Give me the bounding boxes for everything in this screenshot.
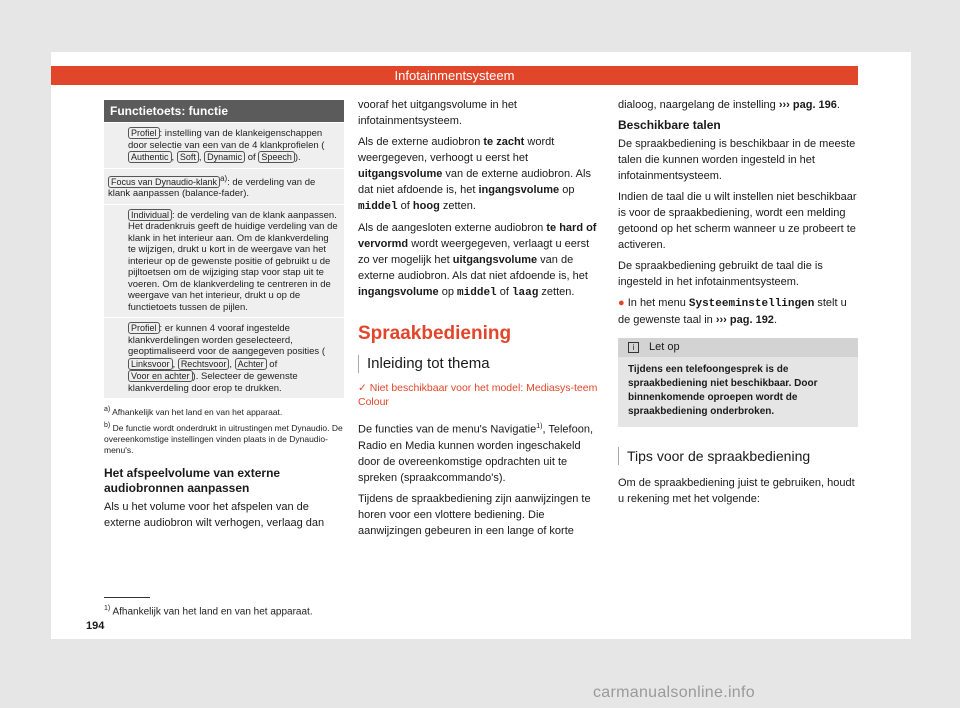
key-label: Individual <box>128 209 172 221</box>
key-label: Voor en achter <box>128 370 193 382</box>
note-box <box>618 338 858 427</box>
bullet-paragraph: ● In het menu Systeeminstellingen stelt u de gewenste taal in ››› pag. 192. <box>618 297 847 326</box>
column-3 <box>618 97 858 512</box>
paragraph: Om de spraakbediening juist te gebruiken, houdt u rekening met het volgende: <box>618 477 855 505</box>
key-label: Achter <box>235 358 267 370</box>
menu-name: Systeeminstellingen <box>688 298 815 310</box>
paragraph: De spraakbediening gebruikt de taal die is ingesteld in het infotainmentsysteem. <box>618 260 823 288</box>
key-label: Dynamic <box>204 151 245 163</box>
page-footnote: $^{1)}$ Afhankelijk van het land en van het apparaat. <box>104 605 313 618</box>
key-label: Linksvoor <box>128 358 173 370</box>
page-reference: ››› pag. 192 <box>715 314 774 326</box>
availability-note: ✓ Niet beschikbaar voor het model: Mediasys-teem Colour <box>358 382 598 408</box>
key-label: Profiel <box>128 322 160 334</box>
paragraph: dialoog, naargelang de instelling ››› pag. 196. <box>618 99 840 111</box>
key-label: Profiel <box>128 127 160 139</box>
column-1 <box>104 100 344 536</box>
tips-title: Tips voor de spraakbediening <box>618 447 858 465</box>
paragraph: Als de aangesloten externe audiobron te hard of vervormd wordt weergegeven, verlaagt u eerst zo ver mogelijk het uitgangsvolume van de externe audiobron. Als dat niet afdoende is, het ingangsvolume op middel of laag zetten. <box>358 222 597 299</box>
bullet-icon: ● <box>618 297 625 309</box>
table-row: Profiel : instelling van de klankeigenschappen door selectie van een van de 4 klankprofielen (Authentic , Soft , Dynamic of Speech ). <box>104 122 344 168</box>
chapter-title: Spraakbediening <box>358 323 512 344</box>
table-row: Individual : de verdeling van de klank aanpassen. Het dradenkruis geeft de huidige verdeling van de klank in het interieur aan. Om de klankverdeling te wijzigen, drukt u kort in de weergave van het interieur op de gewenste positie of gebruikt u de pijltoetsen om de wijziging stap voor stap uit te voeren. Om de klankverdeling te centreren in de weergave van het interieur, drukt u op de functietoets tussen de pijlen. <box>104 204 344 318</box>
section-heading: Het afspeelvolume van externe audiobronnen aanpassen <box>104 465 281 495</box>
watermark[interactable]: carmanualsonline.info <box>593 684 755 701</box>
info-icon: i <box>628 342 639 353</box>
page-reference: ››› pag. 196 <box>778 99 837 111</box>
table-title: Functietoets: functie <box>104 100 344 122</box>
paragraph: Als de externe audiobron te zacht wordt weergegeven, verhoogt u eerst het uitgangsvolume van de externe audiobron. Als dat niet afdoende is, het ingangsvolume op middel of hoog zetten. <box>358 136 591 213</box>
table-row: Profiel : er kunnen 4 vooraf ingestelde klankverdelingen worden geselecteerd, geoptimaliseerd voor de aangegeven posities (Linksvoor , Rechtsvoor , Achter of Voor en achter ). Selecteer de gewenste klankverdeling door erop te drukken. <box>104 317 344 398</box>
key-label: Soft <box>177 151 199 163</box>
paragraph: Tijdens de spraakbediening zijn aanwijzingen te horen voor een vlottere bediening. Die aanwijzingen gebeuren in een lange of korte <box>358 492 591 537</box>
key-label: Authentic <box>128 151 172 163</box>
note-box-header: i Let op <box>618 338 858 357</box>
footnote-a: $^{a)}$ Afhankelijk van het land en van het apparaat. <box>104 406 283 417</box>
note-box-text: Tijdens een telefoongesprek is de spraakbediening niet beschikbaar. Door binnenkomende oproepen wordt de spraakbediening onderbroken. <box>628 364 818 417</box>
page-header: Infotainmentsysteem <box>51 66 858 85</box>
paragraph: Als u het volume voor het afspelen van de externe audiobron wilt verhogen, verlaag dan <box>104 500 325 529</box>
subheading-talen: Beschikbare talen <box>618 118 721 132</box>
footnote-b: $^{b)}$ De functie wordt onderdrukt in uitrustingen met Dynaudio. De overeenkomstige instellingen vinden plaats in de Dynaudio-menu's. <box>104 421 343 455</box>
key-label: Speech <box>258 151 295 163</box>
key-label: Focus van Dynaudio-klank <box>108 176 220 188</box>
footnote-divider <box>104 597 150 598</box>
paragraph: De functies van de menu's Navigatie$^{1)}$, Telefoon, Radio en Media kunnen worden ingeschakeld door de overeenkomstige opdrachten uit te spreken (spraakcommando's). <box>358 423 593 484</box>
paragraph: De spraakbediening is beschikbaar in de meeste talen die kunnen worden ingesteld in het infotainmentsysteem. <box>618 138 856 182</box>
table-row: Focus van Dynaudio-klank $^{a)}$: de verdeling van de klank aanpassen (balance-fader). <box>104 168 344 204</box>
column-2 <box>358 97 601 544</box>
paragraph: vooraf het uitgangsvolume in het infotainmentsysteem. <box>358 99 517 127</box>
subsection-title: Inleiding tot thema <box>358 355 601 373</box>
key-label: Rechtsvoor <box>178 358 230 370</box>
check-icon: ✓ <box>358 382 367 394</box>
function-table <box>104 100 344 398</box>
page-number: 194 <box>86 620 105 632</box>
paragraph: Indien de taal die u wilt instellen niet beschikbaar is voor de spraakbediening, wordt een melding getoond op het scherm wanneer u ze probeert te activeren. <box>618 191 857 251</box>
